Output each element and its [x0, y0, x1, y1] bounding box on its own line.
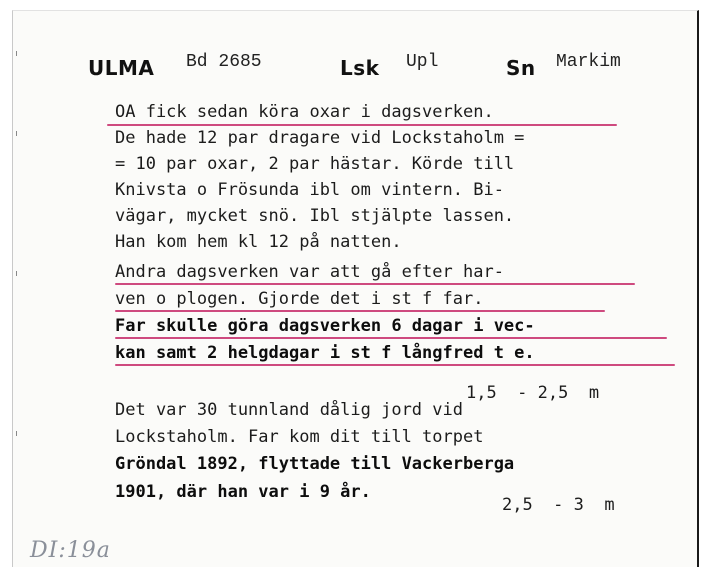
- text-line: OA fick sedan köra oxar i dagsverken.: [115, 102, 494, 122]
- text-line: De hade 12 par dragare vid Lockstaholm =: [115, 128, 525, 148]
- text-line: Far skulle göra dagsverken 6 dagar i vec-: [115, 316, 535, 336]
- text-line: vägar, mycket snö. Ibl stjälpte lassen.: [115, 206, 515, 226]
- sn-value: Markim: [556, 52, 621, 72]
- text-line: = 10 par oxar, 2 par hästar. Körde till: [115, 154, 515, 174]
- text-line: Gröndal 1892, flyttade till Vackerberga: [115, 454, 515, 474]
- card-edge-mark: [16, 131, 17, 136]
- text-line: Han kom hem kl 12 på natten.: [115, 232, 402, 252]
- text-line: Knivsta o Frösunda ibl om vintern. Bi-: [115, 180, 504, 200]
- card-header: [88, 52, 688, 86]
- underline-mark: [115, 364, 675, 366]
- text-line: Det var 30 tunnland dålig jord vid: [115, 400, 463, 420]
- pencil-annotation: DI:19a: [30, 538, 111, 563]
- underline-mark: [107, 124, 617, 126]
- card-edge-mark: [16, 431, 17, 436]
- card-edge-mark: [16, 271, 17, 276]
- lsk-value: Upl: [406, 52, 439, 72]
- ulma-label: ULMA: [88, 56, 155, 80]
- lsk-label: Lsk: [340, 56, 380, 80]
- underline-mark: [115, 337, 667, 339]
- text-line: kan samt 2 helgdagar i st f långfred t e.: [115, 343, 535, 363]
- text-line: ven o plogen. Gjorde det i st f far.: [115, 289, 484, 309]
- text-line: Andra dagsverken var att gå efter har-: [115, 262, 504, 282]
- underline-mark: [115, 310, 605, 312]
- text-line: 1901, där han var i 9 år.: [115, 482, 371, 502]
- sn-label: Sn: [506, 56, 536, 80]
- bd-number: Bd 2685: [186, 52, 262, 72]
- measurement-note: 2,5 - 3 m: [502, 495, 615, 515]
- card-edge-mark: [16, 51, 17, 56]
- measurement-note: 1,5 - 2,5 m: [466, 383, 600, 403]
- underline-mark: [115, 283, 635, 285]
- text-line: Lockstaholm. Far kom dit till torpet: [115, 427, 484, 447]
